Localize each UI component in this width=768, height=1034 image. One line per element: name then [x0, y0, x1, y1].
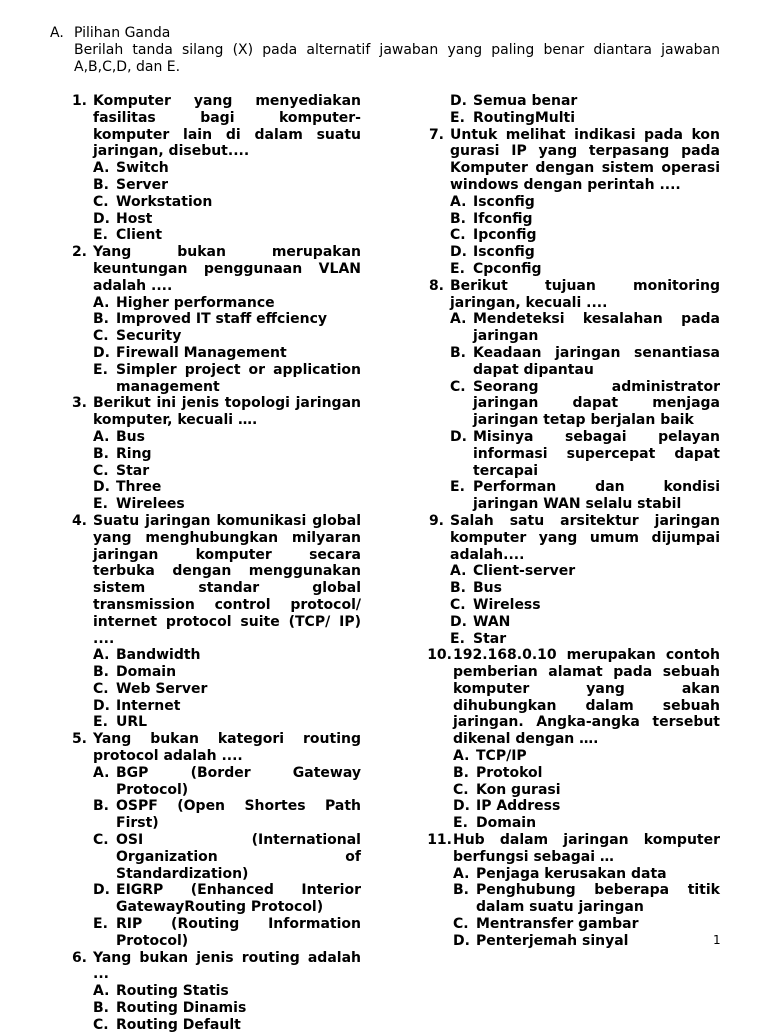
answer-option[interactable] [450, 93, 720, 110]
option-letter: E. [93, 361, 108, 378]
question-item [63, 93, 361, 244]
answer-option[interactable] [453, 866, 720, 883]
answer-option[interactable] [450, 244, 720, 261]
answer-option[interactable] [453, 933, 720, 950]
answer-option[interactable] [450, 429, 720, 479]
option-text: Bus [116, 428, 145, 445]
option-letter: B. [93, 176, 109, 193]
answer-option[interactable] [93, 160, 361, 177]
option-letter: B. [93, 1000, 109, 1017]
option-text: Internet [116, 697, 181, 714]
option-letter: C. [450, 227, 466, 244]
option-text: Routing Dinamis [116, 1000, 247, 1017]
option-text: Client [116, 227, 163, 244]
option-letter: D. [450, 613, 467, 630]
question-text: Hub dalam jaringan komputer berfungsi sebagai … [453, 832, 720, 865]
answer-option[interactable] [93, 1000, 361, 1017]
answer-option[interactable] [453, 916, 720, 933]
answer-option[interactable] [93, 882, 361, 916]
left-question-column [63, 93, 361, 1034]
answer-option[interactable] [450, 479, 720, 513]
option-text: Cpconfig [473, 260, 542, 277]
question-number: 11. [427, 832, 452, 849]
option-letter: D. [93, 210, 110, 227]
option-letter: C. [453, 781, 469, 798]
option-text: Penterjemah sinyal [476, 932, 629, 949]
option-letter: A. [93, 647, 110, 664]
option-letter: A. [93, 294, 110, 311]
question-item [420, 513, 720, 647]
answer-option[interactable] [450, 311, 720, 345]
answer-option[interactable] [453, 798, 720, 815]
option-text: Wirelees [116, 496, 185, 513]
question-number: 8. [428, 277, 444, 294]
question-number: 10. [427, 647, 452, 664]
answer-option[interactable] [93, 177, 361, 194]
answer-option[interactable] [450, 379, 720, 429]
question-text: 192.168.0.10 merupakan contoh pemberian alamat pada sebuah komputer yang akan dihubungkan dalam sebuah jaringan. Angka-angka tersebut dikenal dengan …. [453, 647, 720, 748]
question-item [420, 127, 720, 278]
option-letter: B. [93, 445, 109, 462]
question-item [420, 832, 720, 950]
question-item [63, 244, 361, 395]
answer-option[interactable] [93, 798, 361, 832]
option-letter: A. [93, 983, 110, 1000]
option-text: Client-server [473, 563, 576, 580]
option-text: RIP (Routing Information Protocol) [116, 916, 361, 949]
right-question-column [420, 93, 720, 950]
question-text: Yang bukan jenis routing adalah ... [93, 949, 361, 983]
answer-option[interactable] [93, 832, 361, 882]
page-number: 1 [713, 933, 721, 947]
question-text: Komputer yang menyediakan fasilitas bagi komputer- komputer lain di dalam suatu jaringan, disebut.... [93, 93, 361, 160]
answer-option[interactable] [93, 647, 361, 664]
option-text: Host [116, 210, 153, 227]
option-text: Workstation [116, 193, 213, 210]
option-text: BGP (Border Gateway Protocol) [116, 764, 361, 798]
question-number: 1. [71, 93, 87, 109]
option-text: Misinya sebagai pelayan informasi supercepat dapat tercapai [473, 428, 720, 479]
answer-option[interactable] [93, 681, 361, 698]
option-letter: B. [93, 664, 109, 681]
answer-option[interactable] [453, 782, 720, 799]
option-letter: E. [453, 815, 468, 832]
option-letter: E. [93, 227, 108, 244]
option-letter: C. [453, 916, 469, 933]
answer-option[interactable] [450, 110, 720, 127]
answer-option[interactable] [93, 698, 361, 715]
option-text: Domain [476, 815, 537, 832]
option-letter: C. [93, 680, 109, 697]
option-text: WAN [473, 613, 511, 630]
option-text: Seorang administrator jaringan dapat menjaga jaringan tetap berjalan baik [473, 378, 720, 429]
instruction-text: Berilah tanda silang (X) pada alternatif jawaban yang paling benar diantara jawaban A,B,C,D, dan E. [74, 42, 720, 75]
answer-option[interactable] [93, 311, 361, 328]
option-letter: B. [450, 580, 466, 597]
option-letter: D. [93, 697, 110, 714]
option-letter: C. [93, 193, 109, 210]
option-text: Star [116, 462, 150, 479]
question-item [63, 950, 361, 1034]
option-letter: E. [450, 109, 465, 126]
question-item [63, 513, 361, 731]
answer-option[interactable] [93, 295, 361, 312]
option-letter: D. [450, 428, 467, 445]
answer-option[interactable] [93, 496, 361, 513]
answer-option[interactable] [93, 714, 361, 731]
question-number: 3. [71, 395, 87, 412]
answer-option[interactable] [93, 194, 361, 211]
answer-option[interactable] [453, 815, 720, 832]
answer-option[interactable] [93, 765, 361, 799]
option-letter: D. [450, 244, 467, 261]
option-letter: C. [93, 1016, 109, 1033]
option-text: Isconfig [473, 244, 535, 261]
answer-option[interactable] [450, 194, 720, 211]
answer-option[interactable] [93, 463, 361, 480]
question-number: 5. [71, 731, 87, 748]
option-text: Simpler project or application management [116, 361, 361, 395]
answer-option[interactable] [450, 580, 720, 597]
answer-option[interactable] [453, 748, 720, 765]
question-text: Untuk melihat indikasi pada kon gurasi IP yang terpasang pada Komputer dengan sistem operasi windows dengan perintah .... [450, 126, 720, 193]
option-letter: A. [453, 865, 470, 882]
option-letter: B. [450, 344, 466, 361]
option-text: Bus [473, 580, 502, 597]
question-text: Salah satu arsitektur jaringan komputer yang umum dijumpai adalah.... [450, 512, 720, 563]
option-letter: B. [93, 311, 109, 328]
option-letter: E. [450, 260, 465, 277]
option-text: Firewall Management [116, 344, 287, 361]
option-text: Security [116, 328, 182, 345]
question-number: 9. [428, 512, 444, 529]
option-text: Penghubung beberapa titik dalam suatu jaringan [476, 882, 720, 916]
answer-option[interactable] [450, 631, 720, 648]
option-letter: E. [93, 496, 108, 513]
option-text: Isconfig [473, 193, 535, 210]
question-text: Yang bukan merupakan keuntungan penggunaan VLAN adalah .... [93, 244, 361, 294]
option-text: TCP/IP [476, 748, 527, 765]
question-item [63, 731, 361, 949]
answer-option[interactable] [453, 882, 720, 916]
option-letter: C. [93, 832, 109, 849]
answer-option[interactable] [450, 211, 720, 228]
option-text: Higher performance [116, 294, 275, 311]
option-letter: A. [93, 764, 110, 781]
question-text: Berikut ini jenis topologi jaringan komputer, kecuali …. [93, 395, 361, 429]
question-text: Suatu jaringan komunikasi global yang menghubungkan milyaran jaringan komputer secara terbuka dengan menggunakan sistem standar global transmission control protocol/ internet protocol suite (TCP/ IP) .... [93, 512, 361, 647]
section-title: Pilihan Ganda [74, 25, 171, 41]
answer-option[interactable] [93, 479, 361, 496]
option-text: Web Server [116, 680, 208, 697]
answer-option[interactable] [450, 261, 720, 278]
answer-option[interactable] [450, 597, 720, 614]
option-letter: A. [450, 563, 467, 580]
option-text: Kon gurasi [476, 781, 561, 798]
answer-option[interactable] [93, 328, 361, 345]
option-text: Mentransfer gambar [476, 916, 639, 933]
option-letter: D. [93, 882, 110, 899]
option-text: Protokol [476, 764, 543, 781]
option-letter: D. [93, 479, 110, 496]
option-letter: E. [450, 630, 465, 647]
answer-option[interactable] [450, 227, 720, 244]
option-letter: D. [450, 93, 467, 109]
option-letter: C. [450, 378, 466, 395]
answer-option[interactable] [93, 211, 361, 228]
question-text: Yang bukan kategori routing protocol adalah .... [93, 731, 361, 765]
option-text: Performan dan kondisi jaringan WAN selalu stabil [473, 479, 720, 513]
answer-option[interactable] [93, 429, 361, 446]
option-letter: A. [450, 311, 467, 328]
option-letter: C. [93, 462, 109, 479]
option-text: EIGRP (Enhanced Interior GatewayRouting Protocol) [116, 882, 361, 916]
option-letter: A. [453, 748, 470, 765]
answer-option[interactable] [93, 227, 361, 244]
answer-option[interactable] [453, 765, 720, 782]
option-text: OSPF (Open Shortes Path First) [116, 798, 361, 832]
section-heading [50, 25, 722, 42]
question-number: 6. [71, 949, 87, 966]
option-text: Improved IT staff effciency [116, 311, 327, 328]
answer-option[interactable] [450, 345, 720, 379]
option-letter: C. [450, 596, 466, 613]
answer-option[interactable] [93, 362, 361, 396]
question-number: 4. [71, 512, 87, 529]
option-text: Wireless [473, 596, 541, 613]
option-letter: D. [453, 798, 470, 815]
answer-option[interactable] [93, 916, 361, 950]
question-item [420, 93, 720, 127]
option-text: Three [116, 479, 162, 496]
option-text: Ipconfig [473, 227, 537, 244]
question-number: 2. [71, 244, 87, 261]
option-text: Keadaan jaringan senantiasa dapat dipantau [473, 344, 720, 378]
option-text: URL [116, 714, 148, 731]
option-letter: E. [93, 916, 108, 933]
option-letter: C. [93, 328, 109, 345]
option-text: Routing Statis [116, 983, 229, 1000]
option-letter: B. [453, 764, 469, 781]
option-letter: D. [453, 932, 470, 949]
question-number: 7. [428, 126, 444, 143]
answer-option[interactable] [93, 983, 361, 1000]
option-letter: A. [450, 193, 467, 210]
option-letter: B. [93, 798, 109, 815]
option-letter: B. [453, 882, 469, 899]
answer-option[interactable] [450, 563, 720, 580]
option-letter: A. [93, 160, 110, 177]
question-text: Berikut tujuan monitoring jaringan, kecuali .... [450, 277, 720, 311]
option-text: OSI (International Organization of Standardization) [116, 832, 361, 882]
option-text: Bandwidth [116, 647, 201, 664]
option-text: IP Address [476, 798, 561, 815]
option-text: Penjaga kerusakan data [476, 865, 667, 882]
answer-option[interactable] [93, 1017, 361, 1034]
option-letter: D. [93, 344, 110, 361]
option-text: Switch [116, 160, 169, 177]
option-letter: B. [450, 210, 466, 227]
option-text: Ifconfig [473, 210, 533, 227]
option-letter: E. [450, 479, 465, 496]
option-text: Mendeteksi kesalahan pada jaringan [473, 311, 720, 345]
option-text: Routing Default [116, 1016, 241, 1033]
option-text: Server [116, 176, 169, 193]
option-text: Domain [116, 664, 177, 681]
question-item [420, 647, 720, 832]
option-letter: A. [93, 428, 110, 445]
option-text: Star [473, 630, 507, 647]
answer-option[interactable] [93, 446, 361, 463]
option-letter: E. [93, 714, 108, 731]
option-text: RoutingMulti [473, 109, 576, 126]
answer-option[interactable] [93, 664, 361, 681]
option-text: Ring [116, 445, 152, 462]
answer-option[interactable] [450, 614, 720, 631]
option-text: Semua benar [473, 93, 578, 109]
question-item [63, 395, 361, 513]
answer-option[interactable] [93, 345, 361, 362]
section-letter: A. [50, 25, 64, 41]
question-item [420, 278, 720, 513]
